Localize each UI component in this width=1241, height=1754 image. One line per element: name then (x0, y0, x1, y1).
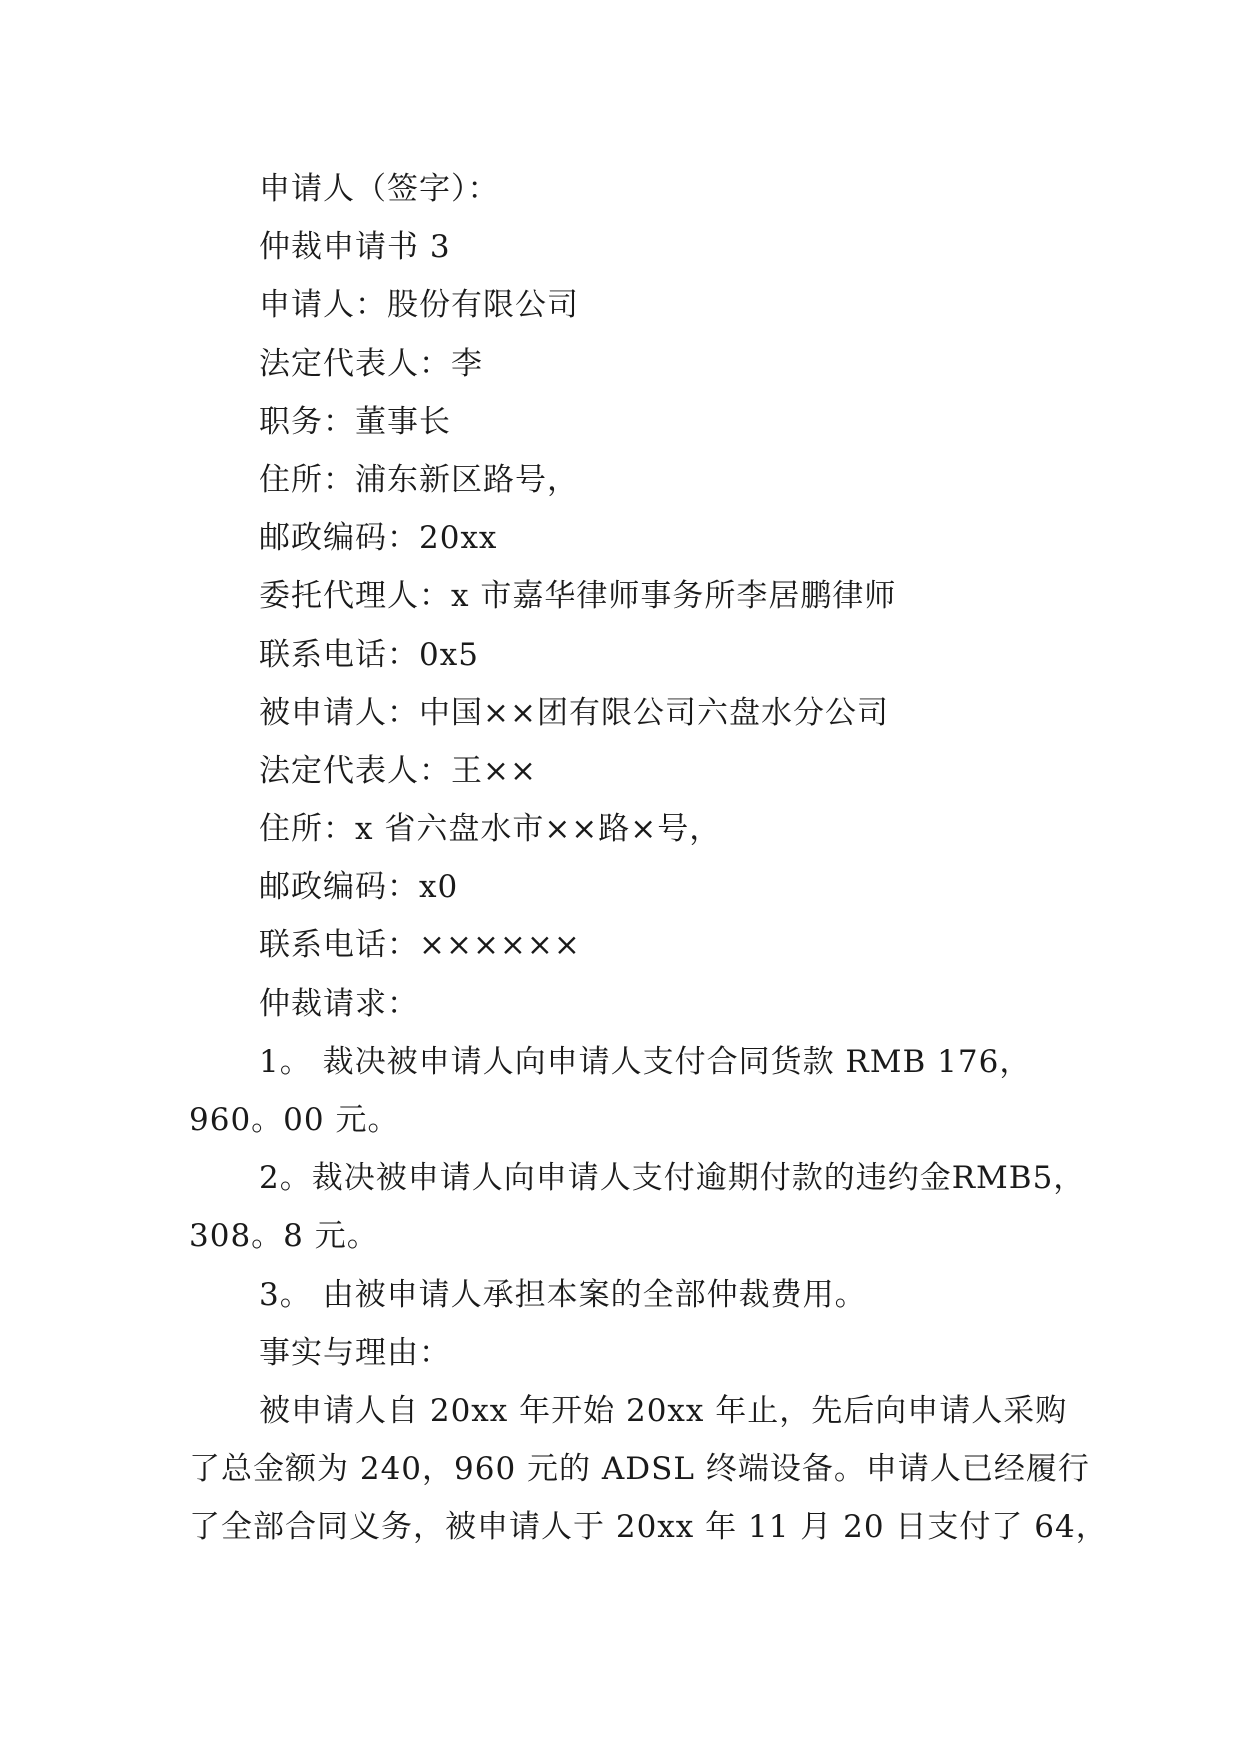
facts-line-3: 了全部合同义务，被申请人于 20xx 年 11 月 20 日支付了 64， (189, 1509, 1108, 1546)
agent-line: 委托代理人：x 市嘉华律师事务所李居鹏律师 (259, 578, 897, 615)
claim-3-line-1: 3。 由被申请人承担本案的全部仲裁费用。 (259, 1276, 867, 1313)
signature-line: 申请人（签字）： (259, 171, 500, 207)
claims-heading: 仲裁请求： (259, 985, 419, 1022)
facts-heading: 事实与理由： (259, 1334, 451, 1371)
applicant-line: 申请人：股份有限公司 (259, 287, 579, 324)
respondent-phone-line: 联系电话：×××××× (259, 927, 581, 964)
postal-code-line: 邮政编码：20xx (259, 520, 498, 557)
claim-2-line-1: 2。裁决被申请人向申请人支付逾期付款的违约金RMB5， (259, 1160, 1086, 1197)
document-body (189, 160, 1108, 1557)
document-title: 仲裁申请书 3 (259, 229, 451, 266)
respondent-representative-line: 法定代表人：王×× (259, 752, 537, 789)
claim-1-line-1: 1。 裁决被申请人向申请人支付合同货款 RMB 176， (259, 1043, 1032, 1080)
phone-line: 联系电话：0x5 (259, 636, 479, 673)
claim-1-line-2: 960。00 元。 (189, 1102, 400, 1138)
respondent-line: 被申请人：中国××团有限公司六盘水分公司 (259, 694, 889, 731)
facts-line-1: 被申请人自 20xx 年开始 20xx 年止，先后向申请人采购 (259, 1392, 1068, 1429)
position-line: 职务：董事长 (259, 403, 451, 440)
claim-2-line-2: 308。8 元。 (189, 1218, 379, 1255)
legal-representative-line: 法定代表人：李 (259, 345, 483, 382)
respondent-postal-code-line: 邮政编码：x0 (259, 869, 459, 906)
address-line: 住所：浦东新区路号， (259, 461, 579, 498)
facts-line-2: 了总金额为 240，960 元的 ADSL 终端设备。申请人已经履行 (189, 1451, 1090, 1488)
respondent-address-line: 住所：x 省六盘水市××路×号， (259, 811, 722, 848)
